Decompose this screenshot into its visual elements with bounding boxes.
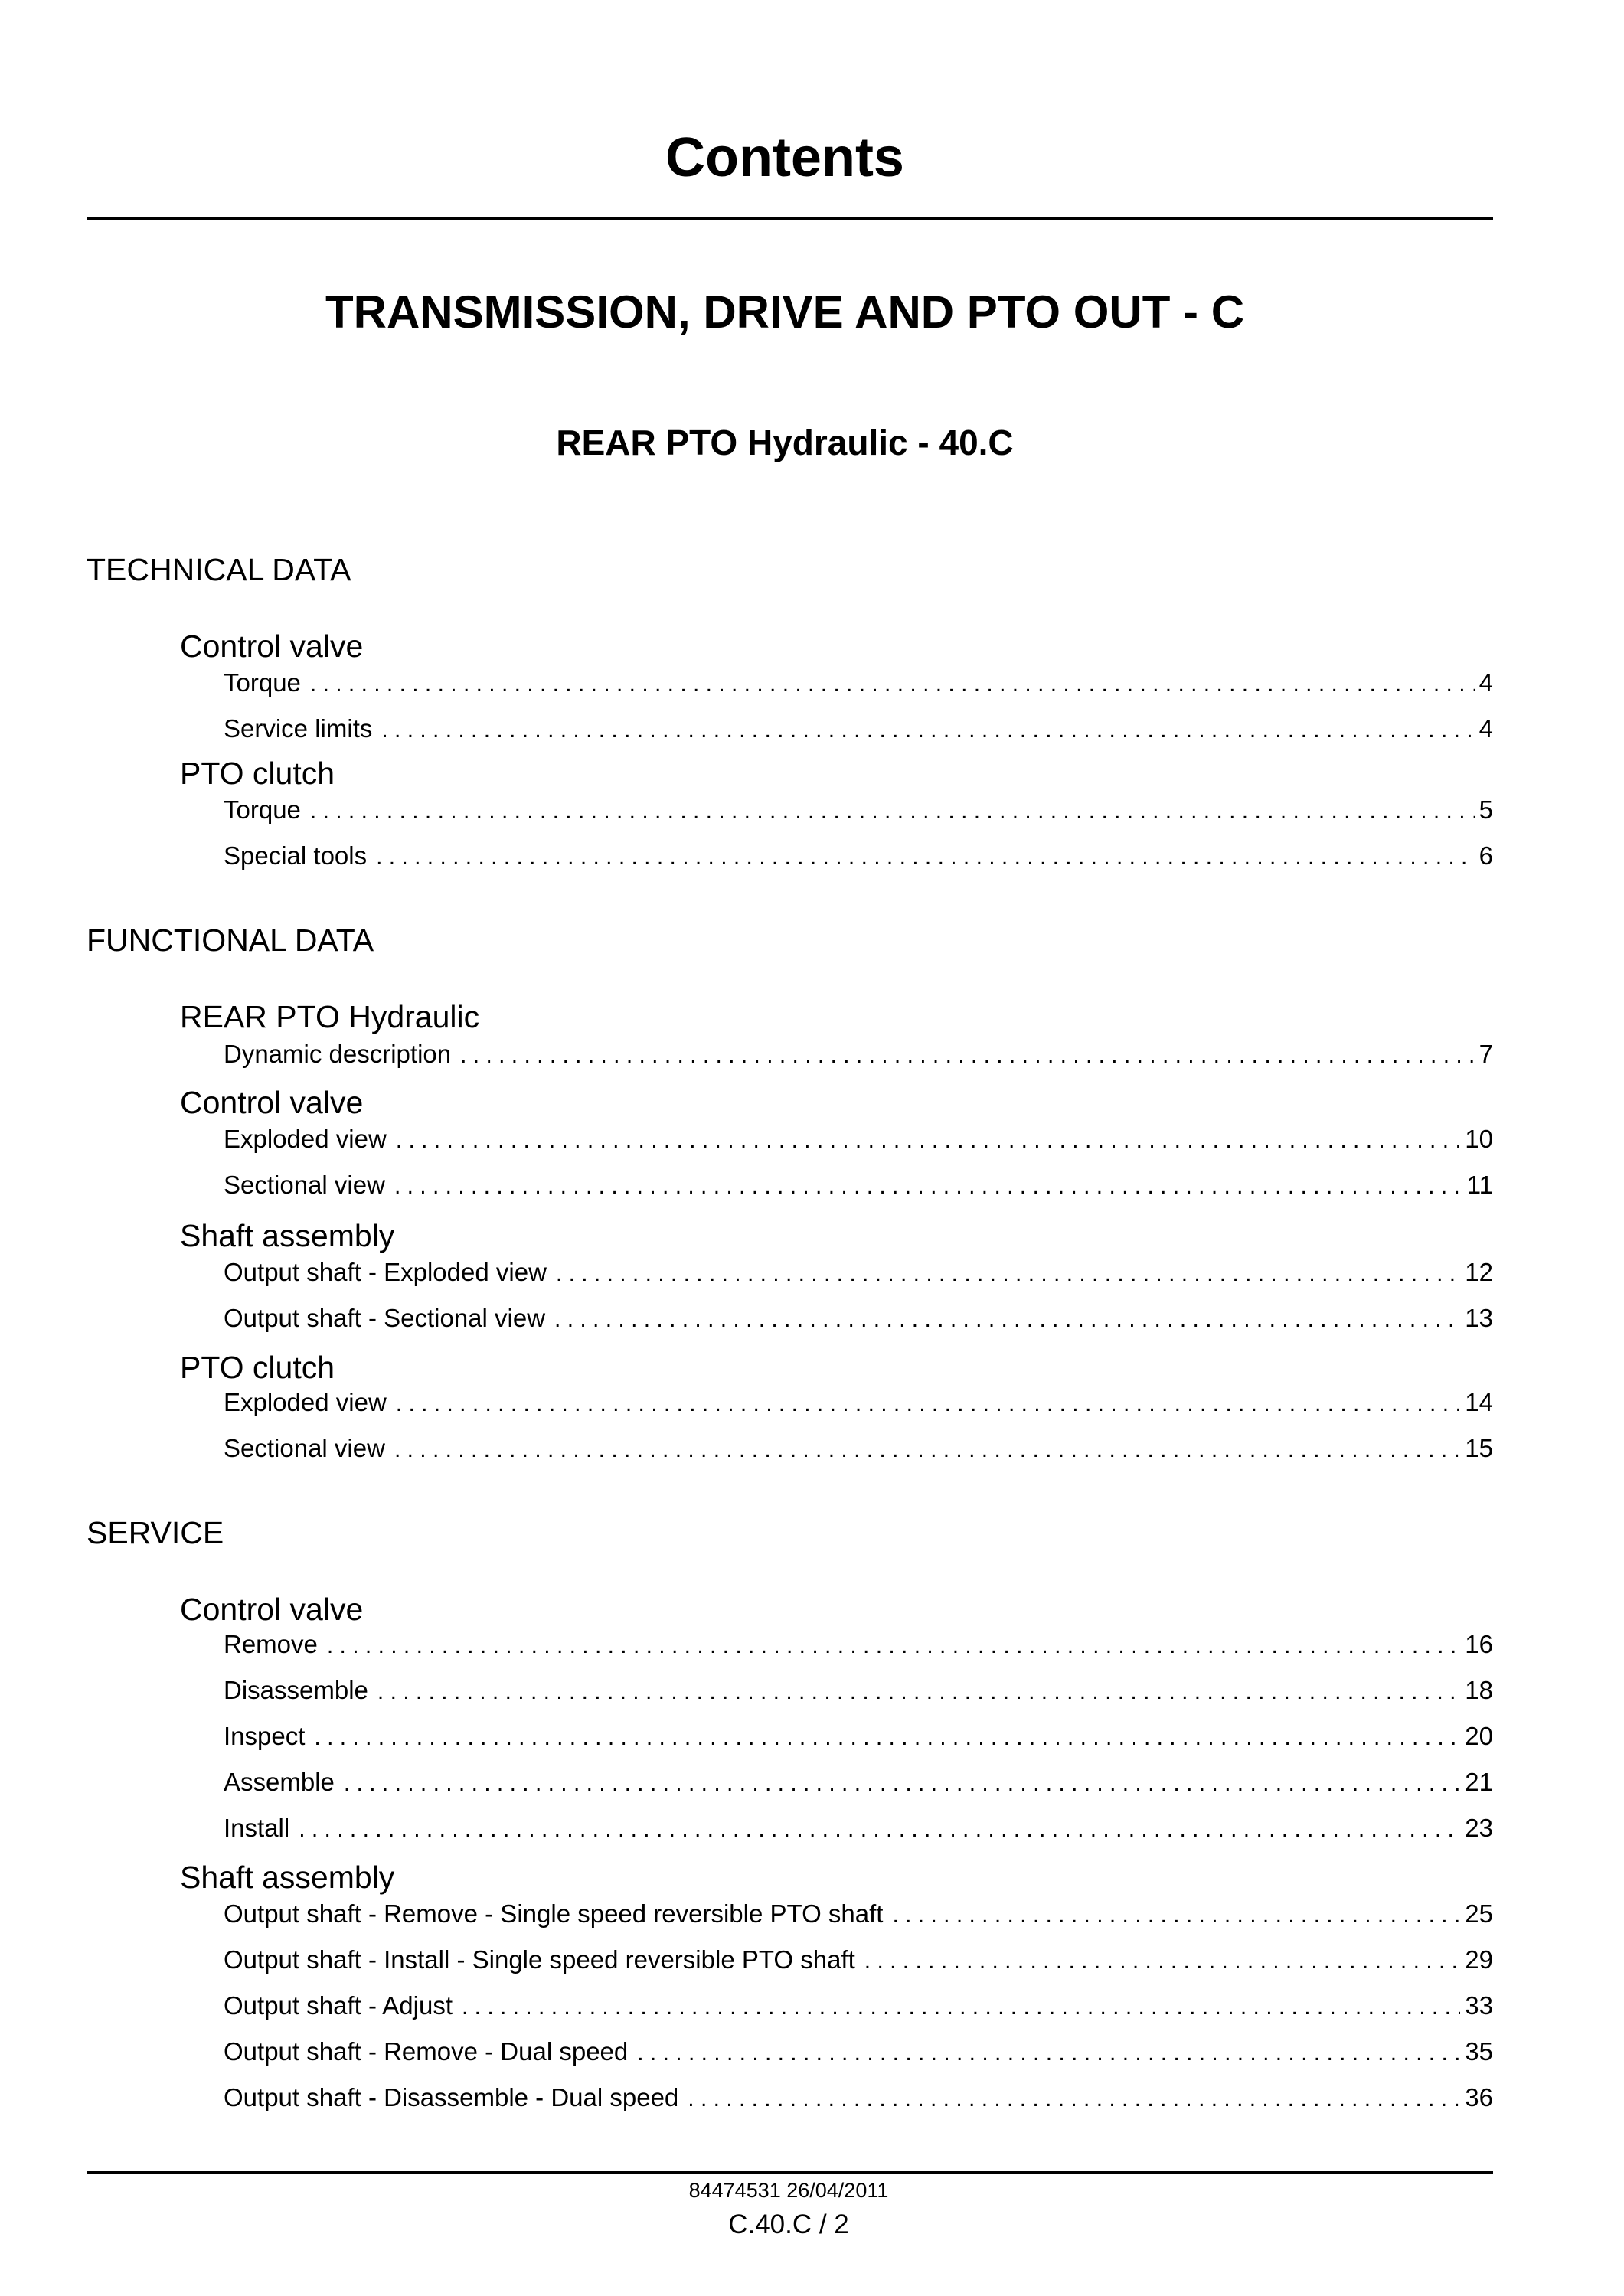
toc-entry-exploded-view[interactable]	[224, 1387, 1493, 1418]
toc-entry-dynamic-description[interactable]	[224, 1039, 1493, 1070]
toc-entry-page: 12	[1465, 1258, 1493, 1286]
category-heading-service: SERVICE	[87, 1515, 224, 1550]
toc-entry-label: Output shaft - Adjust	[224, 1991, 453, 2020]
toc-entry-page: 7	[1479, 1040, 1493, 1068]
toc-entry-label: Sectional view	[224, 1434, 385, 1462]
toc-entry-page: 4	[1479, 668, 1493, 697]
toc-entry-label: Output shaft - Exploded view	[224, 1258, 547, 1286]
toc-entry-page: 13	[1465, 1304, 1493, 1332]
category-heading-functional-data: FUNCTIONAL DATA	[87, 923, 374, 958]
toc-entry-page: 6	[1479, 841, 1493, 870]
subheading-pto-clutch: PTO clutch	[180, 1350, 335, 1385]
toc-entry-label: Remove	[224, 1630, 318, 1658]
toc-entry-page: 25	[1465, 1899, 1493, 1928]
toc-entry-sectional-view[interactable]	[224, 1170, 1493, 1200]
dot-leader	[381, 715, 1474, 746]
toc-entry-assemble[interactable]	[224, 1767, 1493, 1798]
dot-leader	[554, 1305, 1460, 1335]
dot-leader	[396, 1389, 1460, 1419]
toc-entry-output-shaft-install-single-speed[interactable]	[224, 1945, 1493, 1975]
toc-entry-output-shaft-remove-dual-speed[interactable]	[224, 2036, 1493, 2067]
toc-entry-label: Output shaft - Sectional view	[224, 1304, 546, 1332]
subheading-pto-clutch: PTO clutch	[180, 756, 335, 791]
page-title: Contents	[665, 127, 904, 188]
dot-leader	[327, 1631, 1460, 1661]
dot-leader	[394, 1435, 1460, 1465]
toc-entry-page: 4	[1479, 714, 1493, 743]
dot-leader	[299, 1814, 1460, 1845]
subheading-control-valve: Control valve	[180, 1085, 364, 1120]
toc-entry-torque[interactable]	[224, 795, 1493, 825]
toc-entry-sectional-view[interactable]	[224, 1433, 1493, 1464]
toc-entry-output-shaft-sectional-view[interactable]	[224, 1303, 1493, 1334]
dot-leader	[892, 1900, 1460, 1931]
toc-entry-label: Exploded view	[224, 1388, 387, 1416]
toc-entry-output-shaft-remove-single-speed[interactable]	[224, 1899, 1493, 1929]
toc-entry-label: Output shaft - Remove - Dual speed	[224, 2037, 629, 2066]
subheading-shaft-assembly: Shaft assembly	[180, 1860, 395, 1895]
toc-entry-page: 10	[1465, 1125, 1493, 1153]
toc-entry-page: 15	[1465, 1434, 1493, 1462]
dot-leader	[460, 1040, 1475, 1071]
toc-entry-page: 16	[1465, 1630, 1493, 1658]
toc-entry-remove[interactable]	[224, 1629, 1493, 1660]
subheading-control-valve: Control valve	[180, 629, 364, 664]
toc-entry-output-shaft-adjust[interactable]	[224, 1991, 1493, 2021]
dot-leader	[310, 669, 1475, 700]
dot-leader	[376, 842, 1475, 873]
toc-entry-exploded-view[interactable]	[224, 1124, 1493, 1155]
dot-leader	[310, 796, 1475, 827]
toc-entry-page: 18	[1465, 1676, 1493, 1704]
toc-entry-label: Sectional view	[224, 1171, 385, 1199]
dot-leader	[688, 2084, 1460, 2115]
toc-entry-output-shaft-disassemble-dual-speed[interactable]	[224, 2082, 1493, 2113]
footer-page-reference: C.40.C / 2	[728, 2209, 849, 2239]
toc-entry-label: Install	[224, 1814, 290, 1842]
toc-entry-page: 29	[1465, 1945, 1493, 1974]
toc-entry-torque[interactable]	[224, 668, 1493, 698]
toc-entry-install[interactable]	[224, 1813, 1493, 1844]
toc-entry-label: Special tools	[224, 841, 368, 870]
subheading-control-valve: Control valve	[180, 1592, 364, 1627]
toc-entry-service-limits[interactable]	[224, 714, 1493, 744]
toc-entry-label: Output shaft - Remove - Single speed reversible PTO shaft	[224, 1899, 884, 1928]
toc-entry-inspect[interactable]	[224, 1721, 1493, 1752]
toc-entry-label: Inspect	[224, 1722, 306, 1750]
toc-entry-page: 5	[1479, 795, 1493, 824]
toc-entry-page: 11	[1466, 1171, 1493, 1199]
dot-leader	[377, 1677, 1460, 1707]
subheading-shaft-assembly: Shaft assembly	[180, 1218, 395, 1253]
toc-entry-disassemble[interactable]	[224, 1675, 1493, 1706]
toc-entry-page: 21	[1465, 1768, 1493, 1796]
toc-entry-page: 35	[1465, 2037, 1493, 2066]
toc-entry-output-shaft-exploded-view[interactable]	[224, 1257, 1493, 1288]
subheading-rear-pto-hydraulic: REAR PTO Hydraulic	[180, 999, 480, 1034]
toc-entry-page: 14	[1465, 1388, 1493, 1416]
toc-entry-label: Exploded view	[224, 1125, 387, 1153]
dot-leader	[394, 1171, 1462, 1202]
toc-entry-label: Disassemble	[224, 1676, 368, 1704]
toc-entry-label: Assemble	[224, 1768, 335, 1796]
dot-leader	[396, 1125, 1460, 1156]
dot-leader	[314, 1723, 1460, 1753]
toc-entry-label: Service limits	[224, 714, 373, 743]
toc-entry-label: Dynamic description	[224, 1040, 452, 1068]
toc-entry-label: Output shaft - Disassemble - Dual speed	[224, 2083, 679, 2111]
toc-entry-page: 23	[1465, 1814, 1493, 1842]
dot-leader	[344, 1769, 1460, 1799]
category-heading-technical-data: TECHNICAL DATA	[87, 552, 351, 587]
chapter-title: TRANSMISSION, DRIVE AND PTO OUT - C	[325, 286, 1245, 338]
toc-entry-page: 33	[1465, 1991, 1493, 2020]
dot-leader	[637, 2038, 1460, 2069]
footer-divider	[87, 2171, 1493, 2174]
section-title: REAR PTO Hydraulic - 40.C	[556, 423, 1014, 462]
dot-leader	[556, 1259, 1460, 1289]
toc-entry-special-tools[interactable]	[224, 841, 1493, 871]
dot-leader	[864, 1946, 1460, 1977]
dot-leader	[462, 1992, 1460, 2023]
toc-entry-page: 20	[1465, 1722, 1493, 1750]
toc-entry-label: Torque	[224, 668, 301, 697]
toc-entry-label: Torque	[224, 795, 301, 824]
toc-entry-label: Output shaft - Install - Single speed reversible PTO shaft	[224, 1945, 855, 1974]
toc-entry-page: 36	[1465, 2083, 1493, 2111]
footer-document-id: 84474531 26/04/2011	[688, 2179, 889, 2202]
